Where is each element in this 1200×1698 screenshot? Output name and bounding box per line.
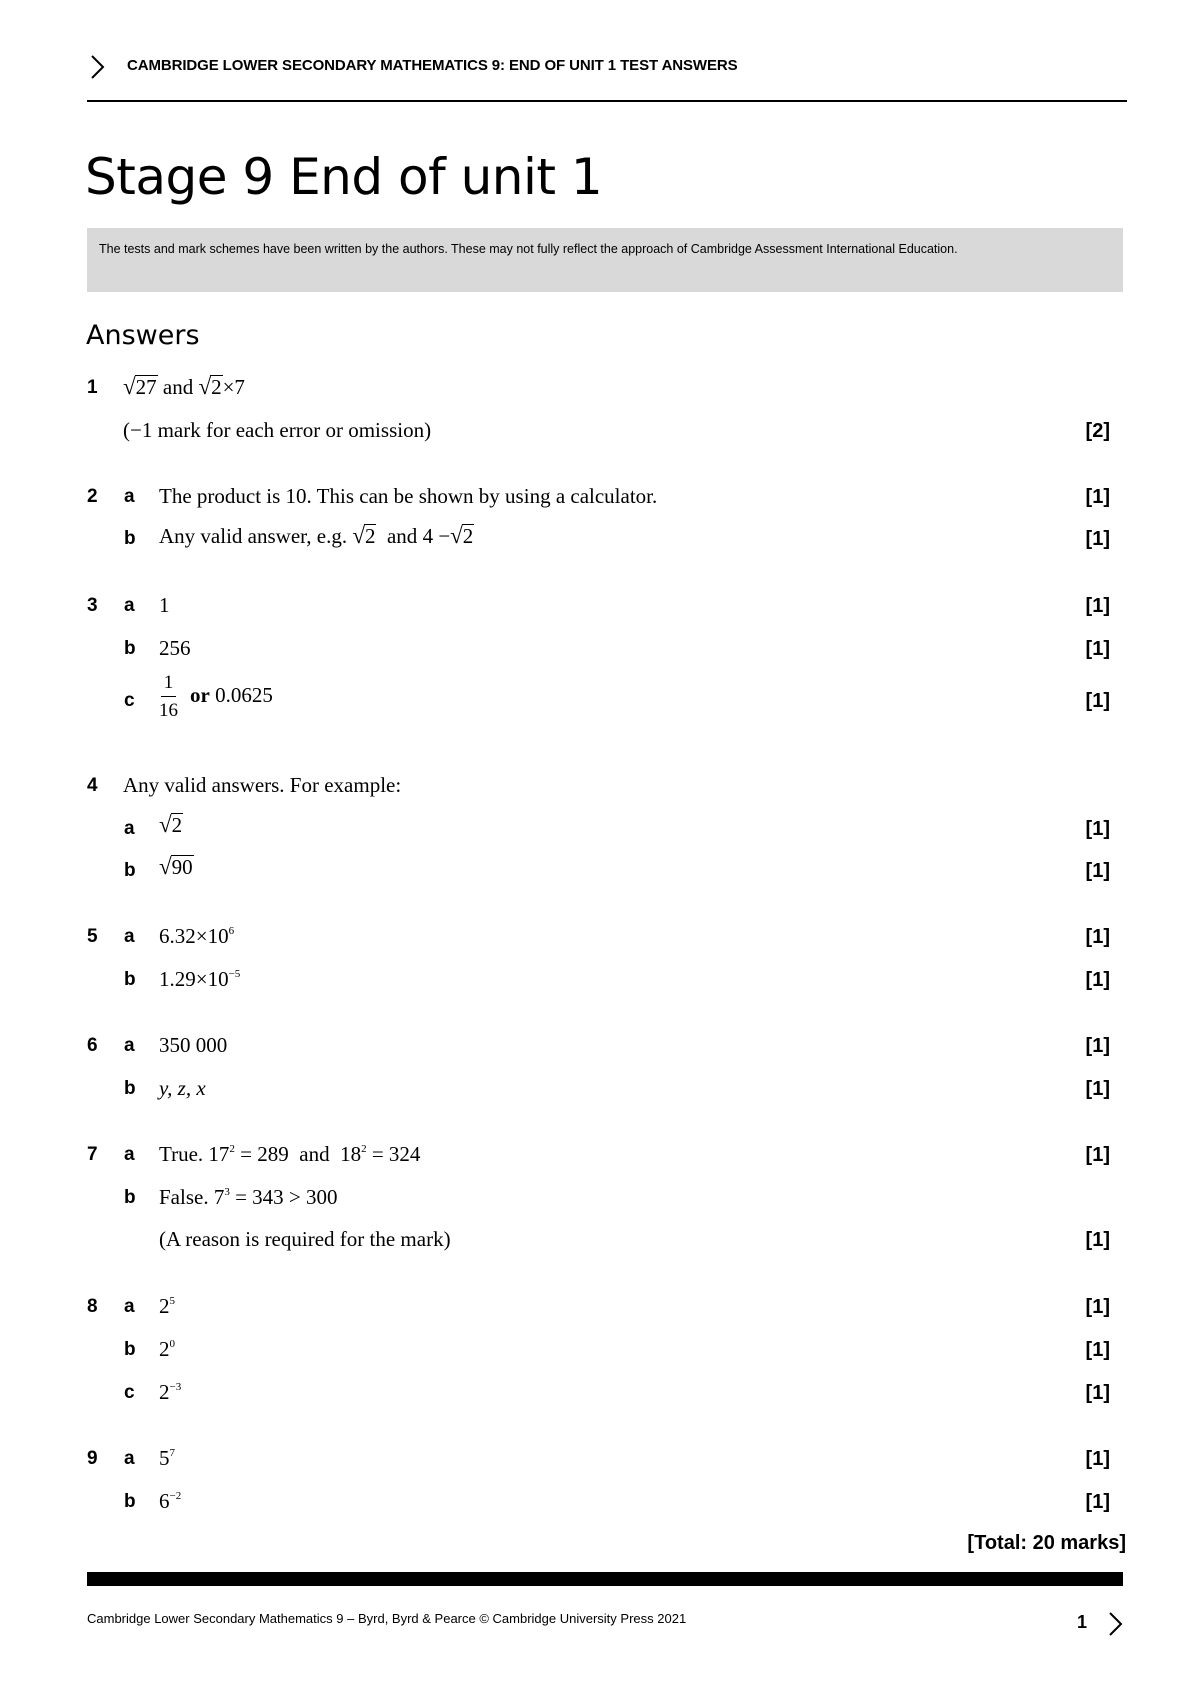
mark: [1] [1085,486,1110,508]
part-label: b [124,1187,136,1208]
answer-text: √90 [159,854,193,879]
mark: [1] [1085,1229,1110,1251]
answer-text: 1 [159,593,170,617]
answer-text: $1.29\times 10^{-5}$ [159,967,241,991]
footer-text: Cambridge Lower Secondary Mathematics 9 – Byrd, Byrd & Pearce © Cambridge University Press 2021 [87,1611,687,1626]
section-heading: Answers [86,320,200,351]
part-label: b [124,1491,136,1512]
answer-text: Any valid answers. For example: [123,773,402,797]
total-marks: [Total: 20 marks] [967,1532,1126,1554]
question-number: 4 [87,775,98,796]
mark: [1] [1085,1035,1110,1057]
fraction: $\frac{1}{16}$ [159,672,178,721]
answer-text: 350 000 [159,1033,228,1057]
footer-rule [87,1572,1123,1586]
part-label: a [124,486,135,507]
question-number: 9 [87,1448,98,1469]
mark: [1] [1085,1382,1110,1404]
header-title: CAMBRIDGE LOWER SECONDARY MATHEMATICS 9: END OF UNIT 1 TEST ANSWERS [127,57,738,74]
part-label: a [124,818,135,839]
part-label: a [124,926,135,947]
disclaimer-note: The tests and mark schemes have been written by the authors. These may not fully reflect the approach of Cambridge Assessment International Education. [87,228,1123,292]
mark: [1] [1085,595,1110,617]
answer-text: √27 and √2×7 [123,374,245,399]
mark: [1] [1085,860,1110,882]
part-label: c [124,690,135,711]
mark: [1] [1085,1078,1110,1100]
answer-text: $5^7$ [159,1446,175,1470]
question-number: 7 [87,1144,98,1165]
answer-text: √2 [159,812,183,837]
mark: [1] [1085,1448,1110,1470]
question-number: 8 [87,1296,98,1317]
mark: [1] [1085,1296,1110,1318]
answer-text: Any valid answer, e.g. √2 and 4 −√2 [159,523,474,548]
page-title: Stage 9 End of unit 1 [85,148,603,206]
part-label: b [124,528,136,549]
part-label: a [124,1448,135,1469]
mark: [1] [1085,1491,1110,1513]
question-number: 2 [87,486,98,507]
answer-text: True. $17^2 = 289$ and $18^2 = 324$ [159,1142,421,1166]
part-label: b [124,969,136,990]
chevron-right-icon[interactable] [1105,1609,1127,1639]
part-label: b [124,1339,136,1360]
page-header [87,52,1127,102]
mark: [1] [1085,690,1110,712]
part-label: a [124,1035,135,1056]
answer-note: (−1 mark for each error or omission) [123,418,432,442]
mark: [1] [1085,818,1110,840]
part-label: a [124,1296,135,1317]
mark: [2] [1085,420,1110,442]
answer-text: 256 [159,636,191,660]
question-number: 1 [87,377,98,398]
answer-text: $2^{-3}$ [159,1380,182,1404]
answer-text: $6^{-2}$ [159,1489,182,1513]
question-number: 5 [87,926,98,947]
question-number: 3 [87,595,98,616]
answer-text: The product is 10. This can be shown by using a calculator. [159,484,658,508]
answer-text: $6.32\times 10^6$ [159,924,235,948]
mark: [1] [1085,926,1110,948]
chevron-right-icon [87,52,109,82]
part-label: a [124,595,135,616]
part-label: b [124,638,136,659]
part-label: b [124,860,136,881]
question-number: 6 [87,1035,98,1056]
mark: [1] [1085,969,1110,991]
mark: [1] [1085,1144,1110,1166]
mark: [1] [1085,528,1110,550]
answer-note: (A reason is required for the mark) [159,1227,451,1251]
page-number: 1 [1077,1612,1088,1632]
mark: [1] [1085,1339,1110,1361]
part-label: c [124,1382,135,1403]
part-label: a [124,1144,135,1165]
answer-text: y, z, x [159,1076,206,1100]
answer-text: $2^5$ [159,1294,175,1318]
answer-text: $2^0$ [159,1337,175,1361]
part-label: b [124,1078,136,1099]
answer-text: False. $7^3 = 343 > 300$ [159,1185,338,1209]
answer-text: $\frac{1}{16}$ or 0.0625 [159,672,273,721]
mark: [1] [1085,638,1110,660]
